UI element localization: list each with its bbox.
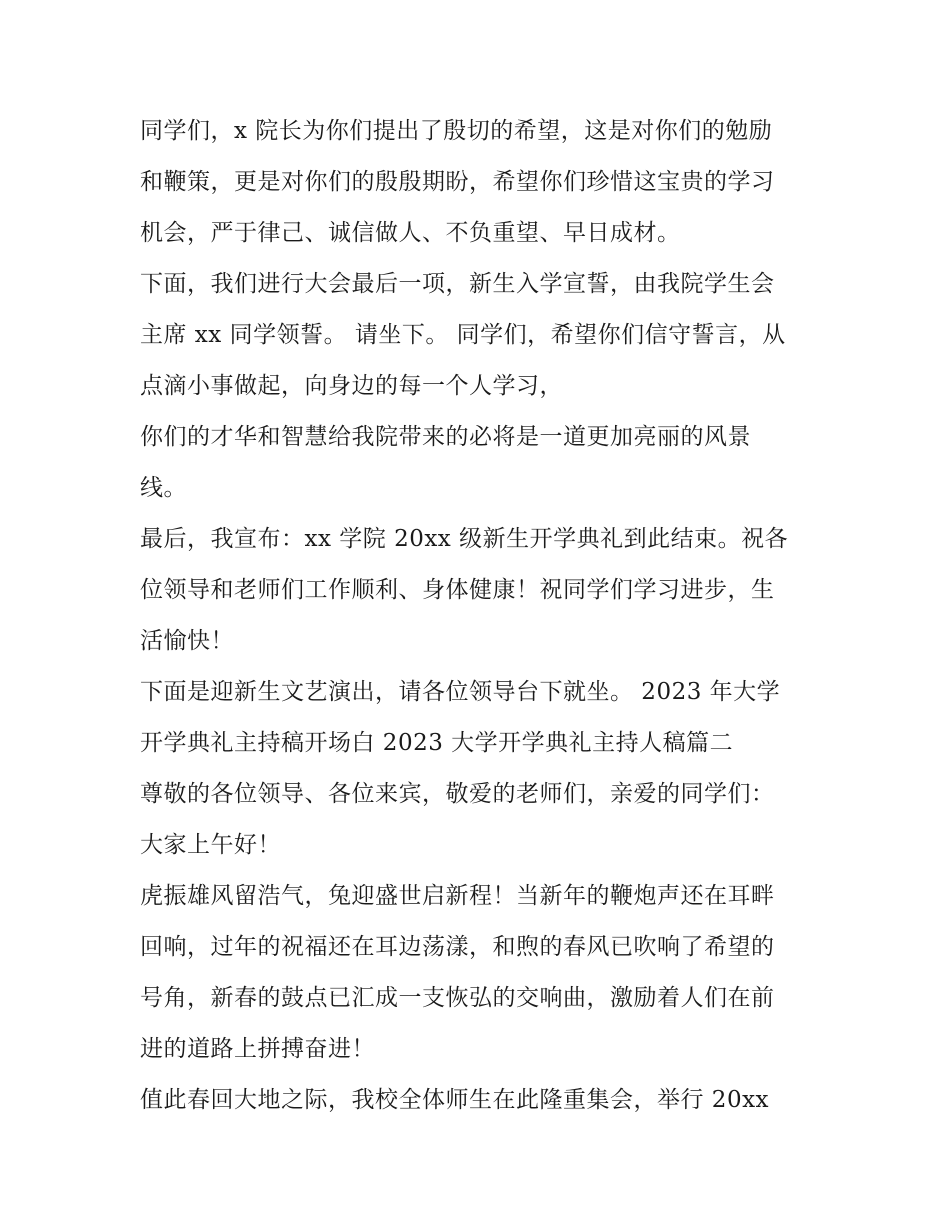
text-line: 开学典礼主持稿开场白 2023 大学开学典礼主持人稿篇二 — [140, 730, 734, 756]
text-line: 位领导和老师们工作顺利、身体健康！祝同学们学习进步，生 — [140, 577, 775, 603]
text-line: 点滴小事做起，向身边的每一个人学习， — [140, 373, 563, 399]
text-line: 最后，我宣布：xx 学院 20xx 级新生开学典礼到此结束。祝各 — [140, 526, 789, 552]
text-line: 下面是迎新生文艺演出，请各位领导台下就坐。 2023 年大学 — [140, 679, 781, 705]
text-line: 机会，严于律己、诚信做人、不负重望、早日成材。 — [140, 220, 681, 246]
text-line: 主席 xx 同学领誓。 请坐下。 同学们，希望你们信守誓言，从 — [140, 322, 786, 348]
text-line: 下面，我们进行大会最后一项，新生入学宣誓，由我院学生会 — [140, 271, 775, 297]
text-line: 值此春回大地之际，我校全体师生在此隆重集会，举行 20xx — [140, 1087, 770, 1113]
text-line: 尊敬的各位领导、各位来宾，敬爱的老师们，亲爱的同学们： — [140, 781, 775, 807]
text-line: 虎振雄风留浩气，兔迎盛世启新程！当新年的鞭炮声还在耳畔 — [140, 883, 775, 909]
text-line: 号角，新春的鼓点已汇成一支恢弘的交响曲，激励着人们在前 — [140, 985, 775, 1011]
text-line: 回响，过年的祝福还在耳边荡漾，和煦的春风已吹响了希望的 — [140, 934, 775, 960]
document-body — [140, 106, 820, 1126]
text-line: 进的道路上拼搏奋进！ — [140, 1036, 375, 1062]
text-line: 和鞭策，更是对你们的殷殷期盼，希望你们珍惜这宝贵的学习 — [140, 169, 775, 195]
text-line: 你们的才华和智慧给我院带来的必将是一道更加亮丽的风景 — [140, 424, 751, 450]
text-line: 活愉快！ — [140, 628, 234, 654]
text-line: 线。 — [140, 475, 187, 501]
text-line: 同学们，x 院长为你们提出了殷切的希望，这是对你们的勉励 — [140, 118, 773, 144]
text-line: 大家上午好！ — [140, 832, 281, 858]
